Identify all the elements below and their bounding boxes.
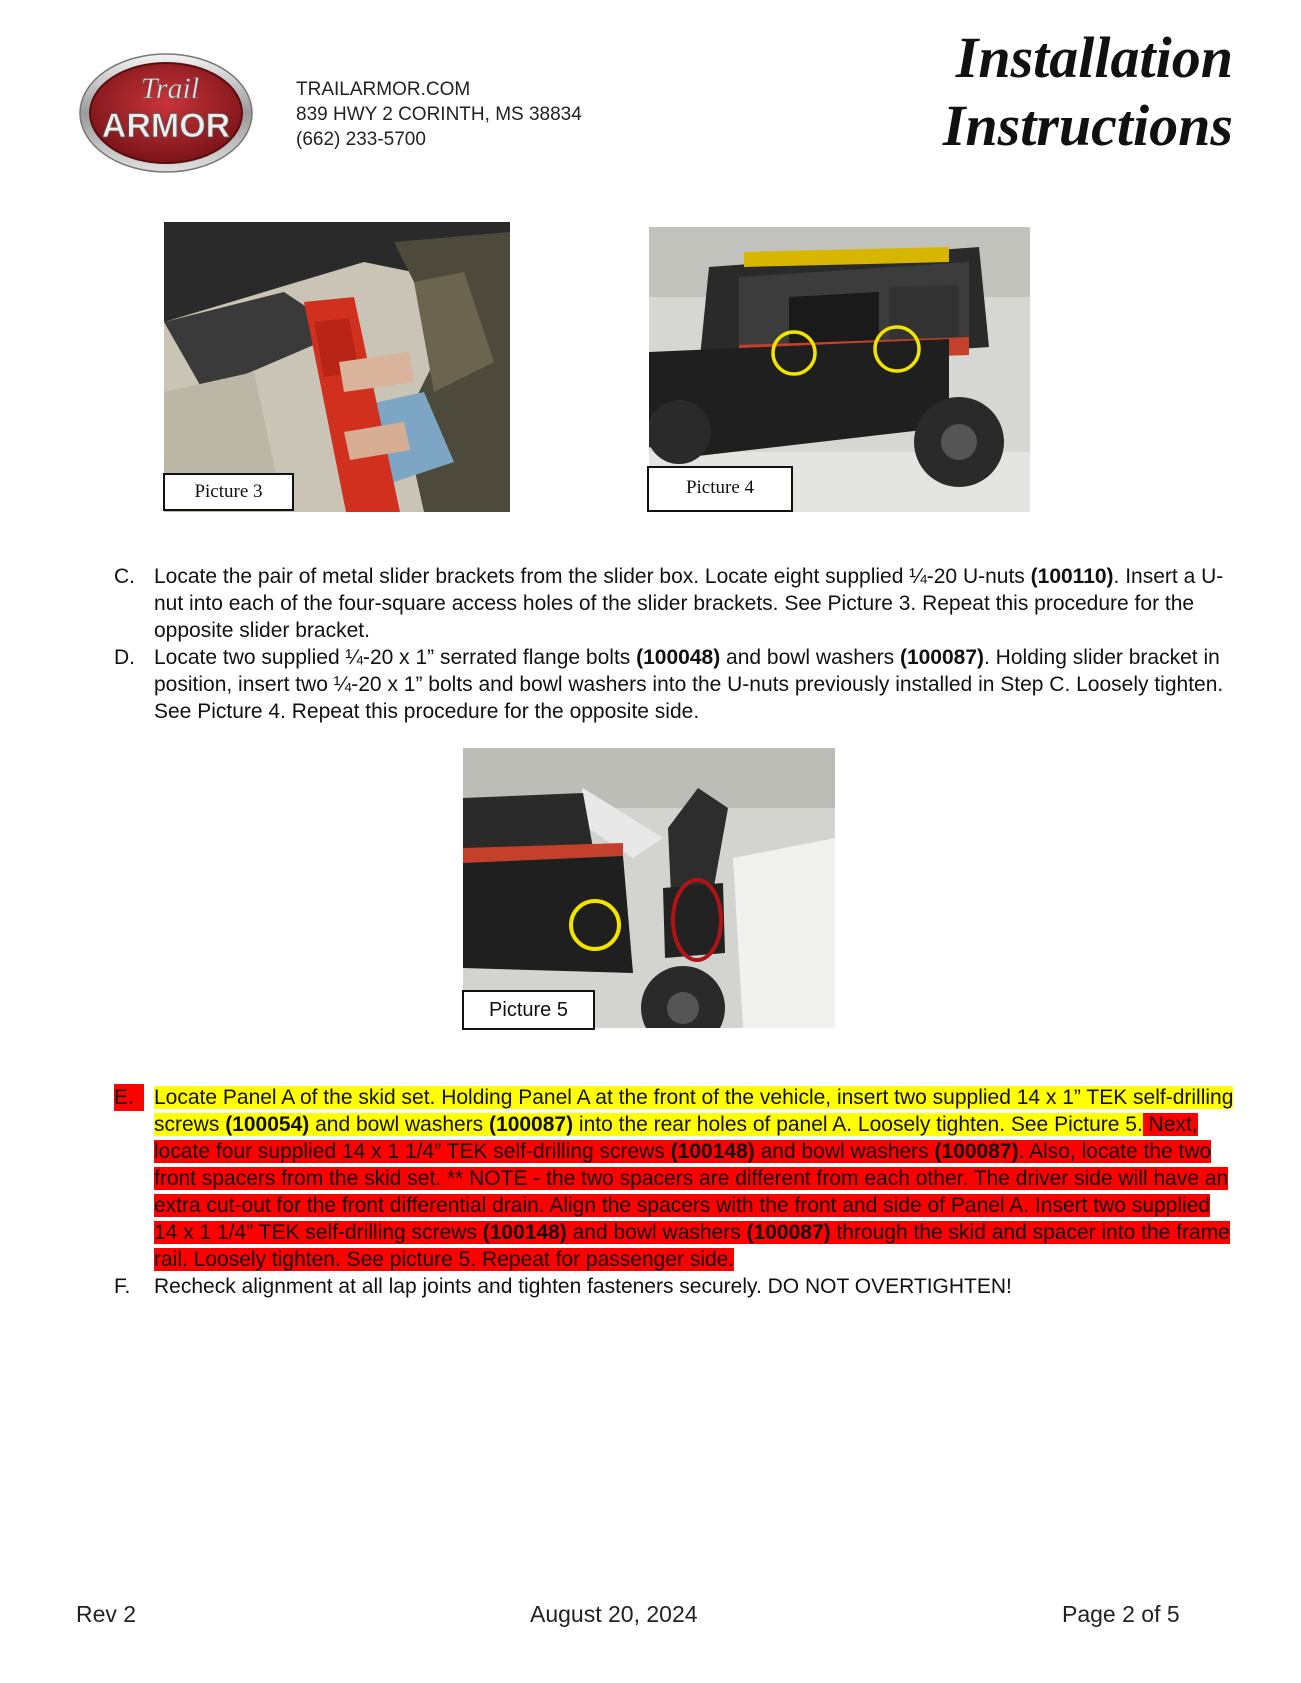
step-c-text: . Insert a U-nut into each of the four-square access holes of the slider brackets. See Picture 3. Repeat this procedure for the opposite slider bracket.: [154, 565, 1224, 642]
footer-date: August 20, 2024: [530, 1601, 698, 1627]
step-f: [114, 1273, 1234, 1300]
step-e-text-yellow: into the rear holes of panel A. Loosely tighten. See Picture 5.: [573, 1113, 1143, 1136]
part-number: (100148): [670, 1140, 755, 1163]
steps-c-d: [114, 563, 1234, 725]
picture-3-photo: [164, 222, 510, 512]
step-d-letter: D.: [114, 646, 135, 669]
picture-5-photo: [463, 748, 835, 1028]
step-e-text-yellow: Locate Panel A of the skid set. Holding Panel A at the front of the vehicle, insert two supplied 14 x 1” TEK self-drilling screws: [154, 1086, 1234, 1136]
title-line-2: Instructions: [942, 93, 1233, 158]
website: TRAILARMOR.COM: [296, 79, 471, 100]
footer-revision: Rev 2: [76, 1601, 137, 1627]
part-number: (100148): [482, 1221, 567, 1244]
steps-e-f: [114, 1084, 1234, 1300]
step-e-text-red: and bowl washers: [566, 1221, 747, 1244]
company-contact: [296, 77, 582, 152]
picture-3-caption: Picture 3: [163, 473, 294, 511]
part-number: (100054): [225, 1113, 310, 1136]
step-d-text: . Holding slider bracket in position, insert two ¼-20 x 1” bolts and bowl washers into the U-nuts previously installed in Step C. Loosely tighten. See Picture 4. Repeat this procedure for the opposite side.: [154, 646, 1224, 723]
step-e-text-red: and bowl washers: [754, 1140, 935, 1163]
title-line-1: Installation: [955, 25, 1233, 90]
step-c-text: Locate the pair of metal slider brackets from the slider box. Locate eight supplied ¼-20 U-nuts: [154, 565, 1031, 588]
picture-5-caption: Picture 5: [462, 990, 595, 1030]
part-number: (100110): [1030, 565, 1114, 588]
step-f-text: Recheck alignment at all lap joints and tighten fasteners securely. DO NOT OVERTIGHTEN!: [154, 1275, 1012, 1298]
part-number: (100087): [899, 646, 985, 669]
step-d-text: and bowl washers: [720, 646, 900, 669]
logo-main-text: ARMOR: [101, 107, 231, 145]
part-number: (100048): [636, 646, 721, 669]
step-e-text-red: through the skid and spacer into the frame rail. Loosely tighten. See picture 5. Repeat for passenger side.: [154, 1221, 1230, 1271]
step-e-text-red: . Also, locate the two front spacers from the skid set. ** NOTE - the two spacers are different from each other. The driver side will have an extra cut-out for the front differential drain. Align the spacers with the front and side of Panel A. Insert two supplied 14 x 1 1/4” TEK self-drilling screws: [154, 1140, 1229, 1244]
step-c: [114, 563, 1234, 644]
part-number: (100087): [489, 1113, 574, 1136]
step-d-text: Locate two supplied ¼-20 x 1” serrated flange bolts: [154, 646, 637, 669]
step-e-text-red: Next, locate four supplied 14 x 1 1/4” TEK self-drilling screws: [154, 1113, 1198, 1163]
step-e-letter: E.: [114, 1084, 144, 1111]
step-c-letter: C.: [114, 565, 135, 588]
trail-armor-logo: [78, 52, 254, 174]
step-e-text-yellow: and bowl washers: [309, 1113, 490, 1136]
footer-page-number: Page 2 of 5: [1062, 1601, 1180, 1627]
picture-4-caption: Picture 4: [647, 466, 793, 512]
step-d: [114, 644, 1234, 725]
document-title: [943, 24, 1233, 160]
phone: (662) 233-5700: [296, 129, 426, 150]
part-number: (100087): [746, 1221, 831, 1244]
part-number: (100087): [934, 1140, 1019, 1163]
logo-top-text: Trail: [140, 72, 200, 105]
step-f-letter: F.: [114, 1275, 131, 1298]
step-e: [114, 1084, 1234, 1273]
address: 839 HWY 2 CORINTH, MS 38834: [296, 104, 582, 125]
